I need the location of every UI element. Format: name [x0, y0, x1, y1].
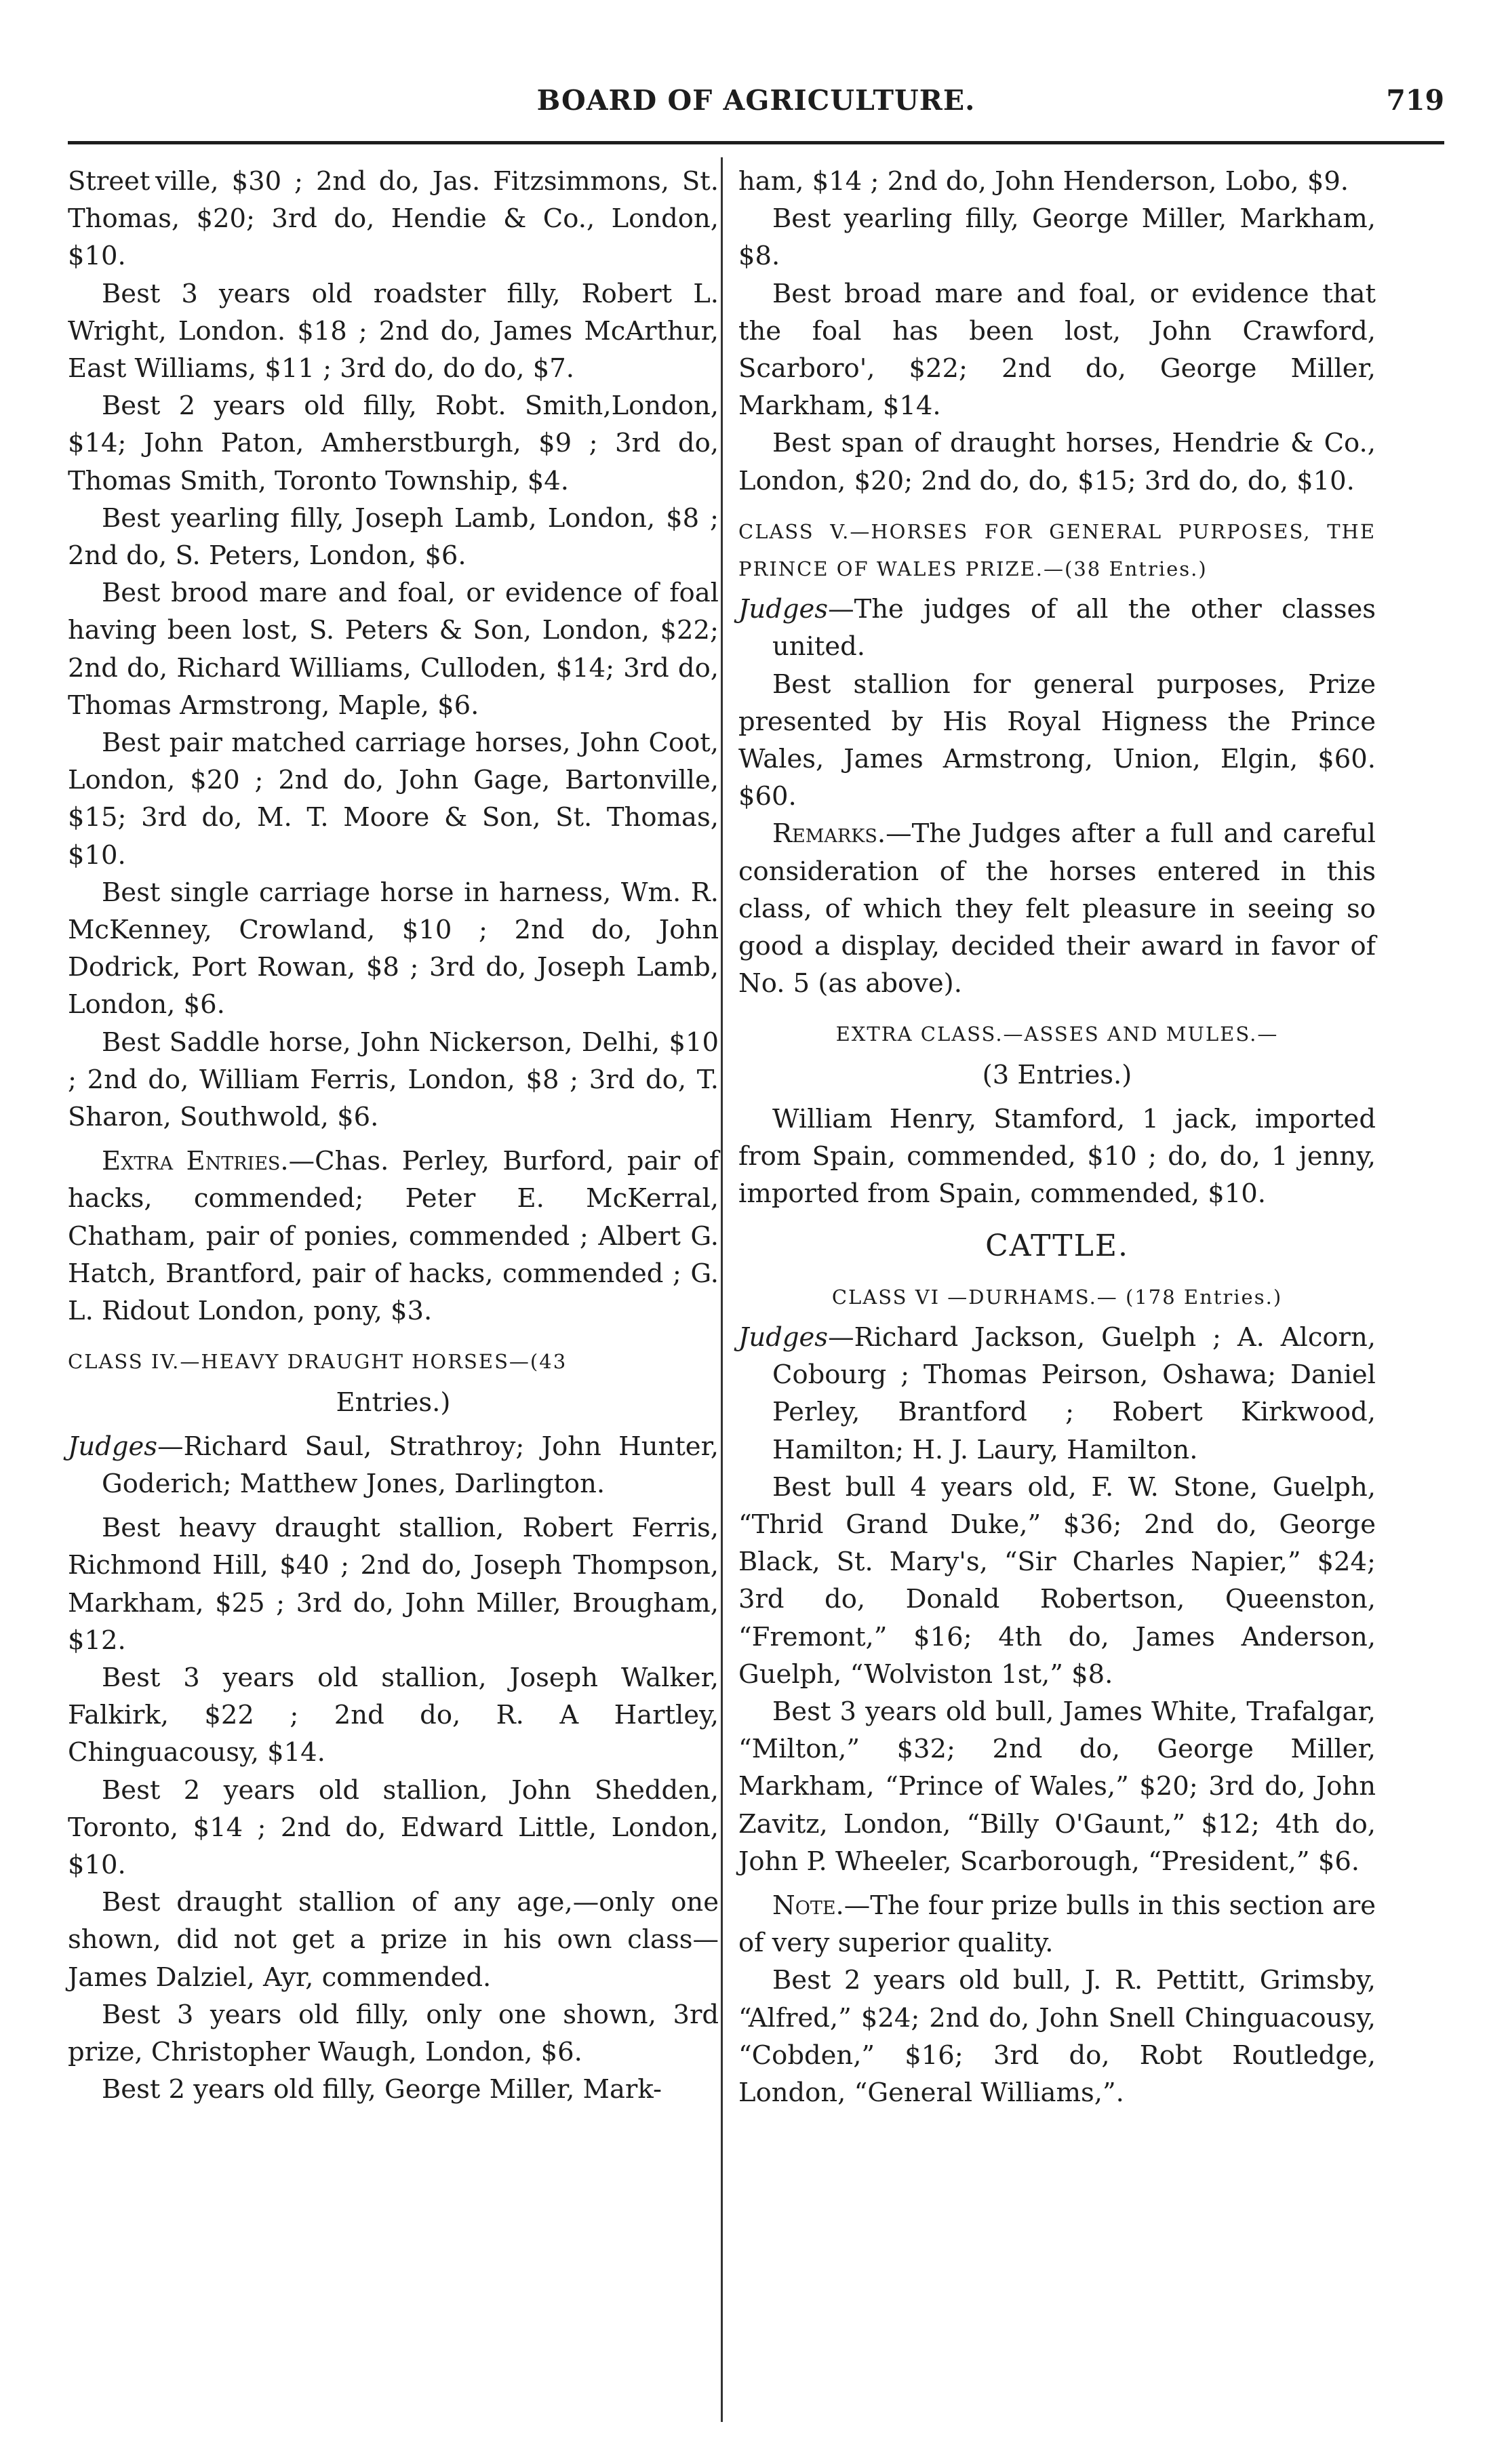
paragraph-text: —The four prize bulls in this section are of very superior quality.: [738, 1890, 1376, 1959]
paragraph-text: Best stallion for general purposes, Prize presented by His Royal Higness the Prince Wales, James Armstrong, Union, Elgin, $60. $60.: [738, 669, 1376, 812]
paragraph-text: Best 3 years old roadster filly, Robert L. Wright, London. $18 ; 2nd do, James McArthur, East Williams, $11 ; 3rd do, do do, $7.: [68, 278, 719, 384]
entry-paragraph: [68, 1996, 719, 2071]
right-column: [738, 163, 1376, 2111]
entry-paragraph: [738, 666, 1376, 816]
paragraph-text: Best bull 4 years old, F. W. Stone, Guelph, “Thrid Grand Duke,” $36; 2nd do, George Black, St. Mary's, “Sir Charles Napier,” $24; 3rd do, Donald Robertson, Queenston, “Fremont,” $16; 4th do, James Anderson, Guelph, “Wolviston 1st,” $8.: [738, 1471, 1376, 1690]
entry-paragraph: [738, 424, 1376, 499]
class-heading: CLASS VI —DURHAMS.— (178 Entries.): [831, 1285, 1283, 1309]
entry-paragraph: [738, 1693, 1376, 1880]
class-heading: CLASS V.—HORSES FOR GENERAL PURPOSES, THE PRINCE OF WALES PRIZE.—(38 Entries.): [738, 519, 1376, 581]
header-rule: [68, 141, 1444, 144]
entry-paragraph: [738, 1962, 1376, 2111]
judges-label: Judges: [68, 1431, 158, 1462]
section-heading: CATTLE.: [985, 1229, 1129, 1264]
entry-paragraph: [738, 1469, 1376, 1693]
paragraph-text: Best yearling filly, George Miller, Markham, $8.: [738, 203, 1376, 272]
left-column: [68, 163, 719, 2108]
paragraph-text: Best 3 years old filly, only one shown, 3rd prize, Christopher Waugh, London, $6.: [68, 1999, 719, 2067]
entry-paragraph: [68, 724, 719, 874]
entry-paragraph: [68, 275, 719, 388]
lead-word: Extra Entries.: [102, 1146, 289, 1177]
paragraph-text: Best pair matched carriage horses, John Coot, London, $20 ; 2nd do, John Gage, Bartonville, $15; 3rd do, M. T. Moore & Son, St. Thomas, $10.: [68, 728, 719, 871]
paragraph-text: —Richard Jackson, Guelph ; A. Alcorn, Cobourg ; Thomas Peirson, Oshawa; Daniel Perley, Brantford ; Robert Kirkwood, Hamilton; H. J. Laury, Hamilton.: [772, 1322, 1376, 1465]
judges-paragraph: [738, 591, 1376, 665]
entry-paragraph: [68, 1142, 719, 1330]
paragraph-text: —The judges of all the other classes united.: [772, 594, 1376, 662]
paragraph-text: Best 3 years old stallion, Joseph Walker, Falkirk, $22 ; 2nd do, R. A Hartley, Chinguacousy, $14.: [68, 1662, 719, 1768]
judges-paragraph: [738, 1319, 1376, 1469]
paragraph-text: Best brood mare and foal, or evidence of foal having been lost, S. Peters & Son, London, $22; 2nd do, Richard Williams, Culloden, $14; 3rd do, Thomas Armstrong, Maple, $6.: [68, 578, 719, 721]
paragraph-text: Best yearling filly, Joseph Lamb, London, $8 ; 2nd do, S. Peters, London, $6.: [68, 502, 719, 572]
paragraph-text: Street ville, $30 ; 2nd do, Jas. Fitzsimmons, St. Thomas, $20; 3rd do, Hendie & Co., London, $10.: [68, 166, 719, 272]
class-heading: EXTRA CLASS.—ASSES AND MULES.—: [835, 1022, 1279, 1046]
judges-paragraph: [68, 1428, 719, 1503]
entry-paragraph: [68, 1509, 719, 1659]
page-header: [68, 84, 1444, 132]
paragraph-text: William Henry, Stamford, 1 jack, imported from Spain, commended, $10 ; do, do, 1 jenny, imported from Spain, commended, $10.: [738, 1103, 1376, 1210]
paragraph-text: —Richard Saul, Strathroy; John Hunter, Goderich; Matthew Jones, Darlington.: [102, 1431, 719, 1499]
column-divider: [721, 157, 723, 2422]
lead-word: Remarks.: [772, 818, 886, 850]
paragraph-text: —The Judges after a full and careful consideration of the horses entered in this class, of which they felt pleasure in seeing so good a display, decided their award in favor of No. 5 (as above).: [738, 818, 1376, 999]
paragraph-text: Best Saddle horse, John Nickerson, Delhi, $10 ; 2nd do, William Ferris, London, $8 ; 3rd do, T. Sharon, Southwold, $6.: [68, 1027, 719, 1133]
paragraph-text: Best 3 years old bull, James White, Trafalgar, “Milton,” $32; 2nd do, George Miller, Markham, “Prince of Wales,” $20; 3rd do, John Zavitz, London, “Billy O'Gaunt,” $12; 4th do, John P. Wheeler, Scarborough, “President,” $6.: [738, 1696, 1376, 1877]
entry-paragraph: [68, 500, 719, 574]
entry-paragraph: [738, 815, 1376, 1002]
paragraph-text: ham, $14 ; 2nd do, John Henderson, Lobo, $9.: [738, 166, 1349, 197]
paragraph-text: Best heavy draught stallion, Robert Ferris, Richmond Hill, $40 ; 2nd do, Joseph Thompson, Markham, $25 ; 3rd do, John Miller, Brougham, $12.: [68, 1513, 719, 1656]
entry-paragraph: [738, 1887, 1376, 1962]
entry-paragraph: [68, 2071, 719, 2108]
entry-paragraph: [738, 275, 1376, 425]
lead-word: Note.: [772, 1890, 844, 1921]
paragraph-text: Best 2 years old stallion, John Shedden, Toronto, $14 ; 2nd do, Edward Little, London, $10.: [68, 1774, 719, 1880]
entry-paragraph: [68, 1884, 719, 1996]
paragraph-text: Best draught stallion of any age,—only one shown, did not get a prize in his own class—James Dalziel, Ayr, commended.: [68, 1887, 719, 1993]
judges-label: Judges: [738, 594, 829, 625]
class-heading: CLASS IV.—HEAVY DRAUGHT HORSES—(43: [68, 1350, 568, 1374]
paragraph-text: Best 2 years old bull, J. R. Pettitt, Grimsby, “Alfred,” $24; 2nd do, John Snell Chinguacousy, “Cobden,” $16; 3rd do, Robt Routledge, London, “General Williams,”.: [738, 1965, 1376, 2108]
page-number: 719: [1386, 84, 1444, 117]
running-head: BOARD OF AGRICULTURE.: [536, 84, 976, 117]
entry-paragraph: [68, 163, 719, 275]
judges-label: Judges: [738, 1322, 829, 1353]
entry-paragraph: [68, 1772, 719, 1884]
paragraph-text: Best broad mare and foal, or evidence that the foal has been lost, John Crawford, Scarboro', $22; 2nd do, George Miller, Markham, $14.: [738, 278, 1376, 422]
paragraph-text: Best 2 years old filly, George Miller, Mark-: [102, 2074, 662, 2105]
paragraph-text: Best 2 years old filly, Robt. Smith,London, $14; John Paton, Amherstburgh, $9 ; 3rd do, Thomas Smith, Toronto Township, $4.: [68, 391, 719, 496]
entry-paragraph: [68, 574, 719, 724]
entry-paragraph: [68, 387, 719, 500]
entries-count: Entries.): [336, 1387, 451, 1418]
paragraph-text: —Chas. Perley, Burford, pair of hacks, commended; Peter E. McKerral, Chatham, pair of ponies, commended ; Albert G. Hatch, Brantford, pair of hacks, commended ; G. L. Ridout London, pony, $3.: [68, 1146, 719, 1327]
paragraph-text: Best single carriage horse in harness, Wm. R. McKenney, Crowland, $10 ; 2nd do, John Dodrick, Port Rowan, $8 ; 3rd do, Joseph Lamb, London, $6.: [68, 877, 719, 1020]
entry-paragraph: [738, 163, 1376, 200]
entry-paragraph: [738, 200, 1376, 275]
entry-paragraph: [738, 1100, 1376, 1213]
entry-paragraph: [68, 874, 719, 1024]
entry-paragraph: [68, 1659, 719, 1772]
paragraph-text: Best span of draught horses, Hendrie & Co., London, $20; 2nd do, do, $15; 3rd do, do, $10.: [738, 428, 1376, 496]
entry-paragraph: [68, 1024, 719, 1136]
entries-count: (3 Entries.): [982, 1059, 1132, 1090]
